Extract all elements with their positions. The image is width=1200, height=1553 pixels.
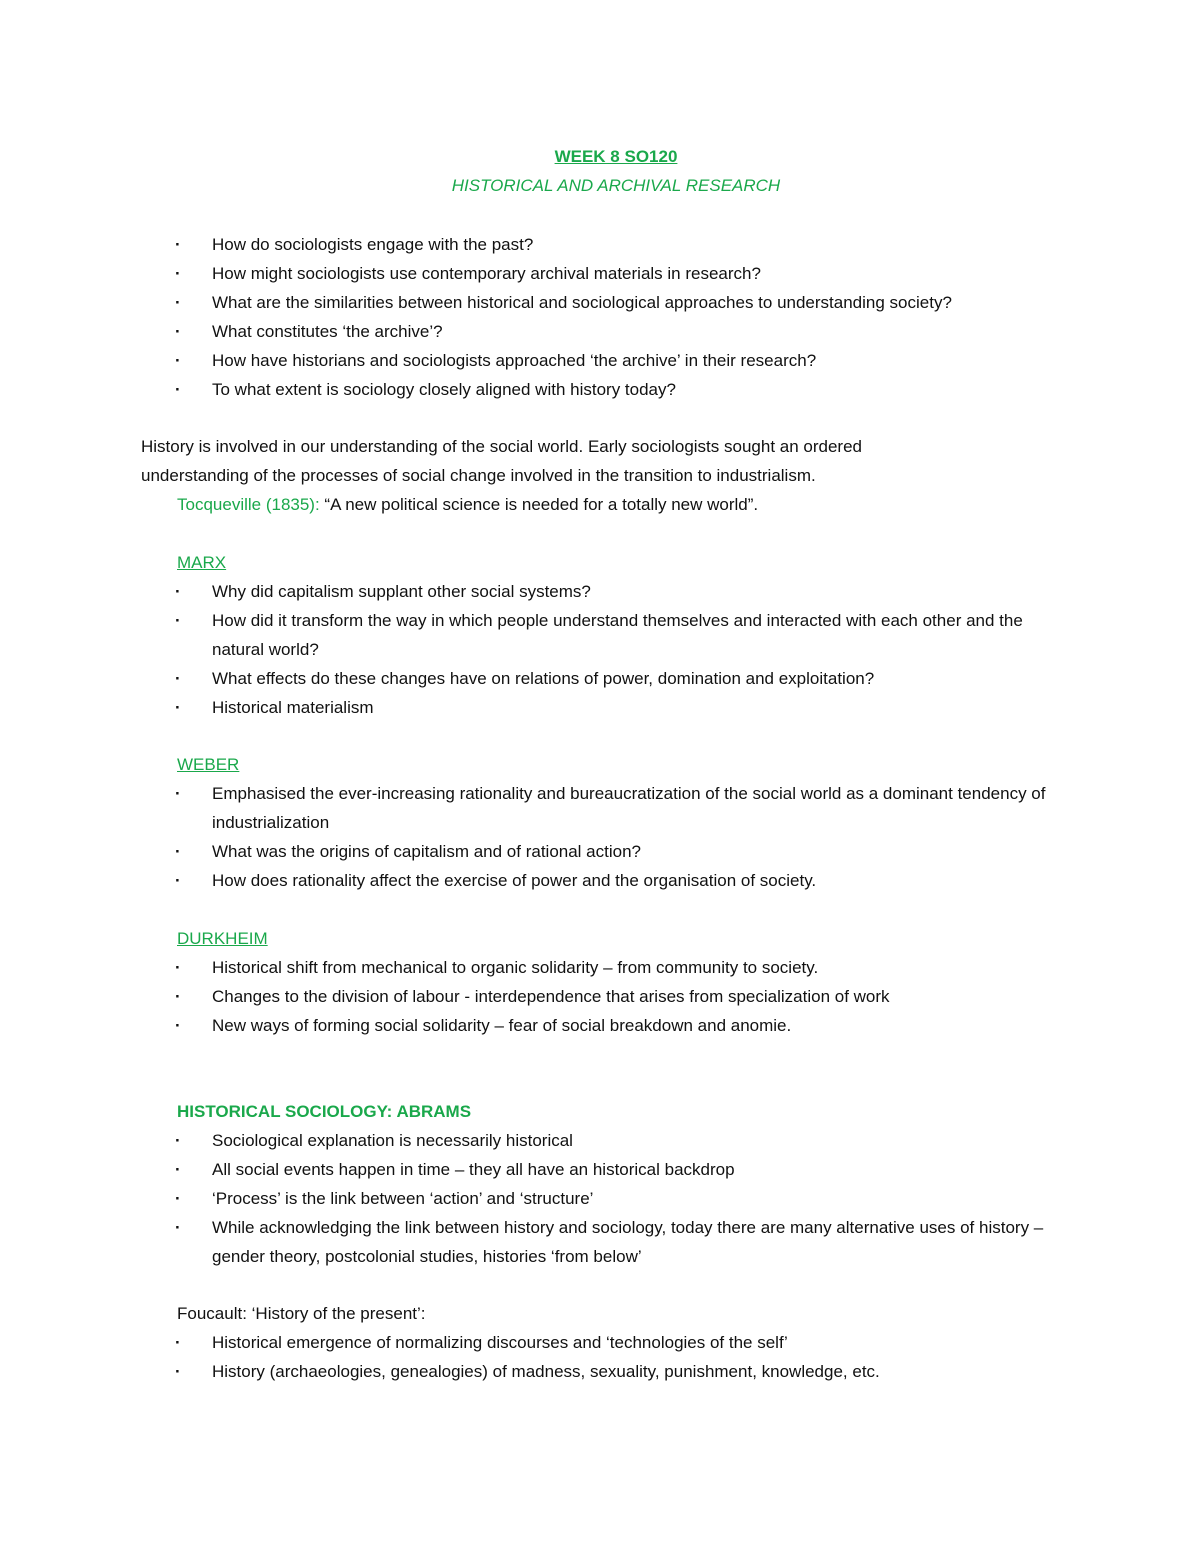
durkheim-heading: DURKHEIM: [177, 929, 268, 948]
list-item: · Historical materialism: [172, 693, 1072, 722]
list-item: · While acknowledging the link between history and sociology, today there are many alternative uses of history – gender theory, postcolonial studies, histories ‘from below’: [172, 1213, 1072, 1271]
list-item: · How did it transform the way in which people understand themselves and interacted with each other and the natural world?: [172, 606, 1072, 664]
foucault-list: [172, 1328, 1072, 1386]
list-item: · Emphasised the ever-increasing rationality and bureaucratization of the social world as a dominant tendency of industrialization: [172, 779, 1072, 837]
list-item: · History (archaeologies, genealogies) of madness, sexuality, punishment, knowledge, etc.: [172, 1357, 1072, 1386]
document-subtitle: HISTORICAL AND ARCHIVAL RESEARCH: [451, 176, 781, 195]
list-item: · Why did capitalism supplant other social systems?: [172, 577, 1072, 606]
list-item: · How do sociologists engage with the past?: [172, 230, 1072, 259]
list-item: · New ways of forming social solidarity – fear of social breakdown and anomie.: [172, 1011, 1072, 1040]
history-paragraph: History is involved in our understanding of the social world. Early sociologists sought an ordered understanding of the processes of social change involved in the transition to industrialism.: [141, 437, 862, 485]
intro-questions-list: [172, 230, 1072, 404]
list-item: · How might sociologists use contemporary archival materials in research?: [172, 259, 1072, 288]
abrams-list: [172, 1126, 1072, 1271]
list-item: · All social events happen in time – they all have an historical backdrop: [172, 1155, 1072, 1184]
foucault-heading: Foucault: ‘History of the present’:: [177, 1304, 426, 1323]
list-item: · What was the origins of capitalism and of rational action?: [172, 837, 1072, 866]
marx-heading: MARX: [177, 553, 227, 572]
list-item: · Sociological explanation is necessarily historical: [172, 1126, 1072, 1155]
list-item: · ‘Process’ is the link between ‘action’ and ‘structure’: [172, 1184, 1072, 1213]
weber-heading: WEBER: [177, 755, 240, 774]
list-item: · Changes to the division of labour - interdependence that arises from specialization of work: [172, 982, 1072, 1011]
list-item: · What are the similarities between historical and sociological approaches to understanding society?: [172, 288, 1072, 317]
list-item: · What constitutes ‘the archive’?: [172, 317, 1072, 346]
list-item: · How have historians and sociologists approached ‘the archive’ in their research?: [172, 346, 1072, 375]
abrams-heading: HISTORICAL SOCIOLOGY: ABRAMS: [177, 1102, 472, 1121]
durkheim-list: [172, 953, 1072, 1040]
list-item: · Historical shift from mechanical to organic solidarity – from community to society.: [172, 953, 1072, 982]
list-item: · Historical emergence of normalizing discourses and ‘technologies of the self’: [172, 1328, 1072, 1357]
tocqueville-quote: [177, 490, 1077, 519]
list-item: · What effects do these changes have on relations of power, domination and exploitation?: [172, 664, 1072, 693]
marx-list: [172, 577, 1072, 722]
quote-author: Tocqueville (1835):: [177, 495, 320, 514]
document-title: WEEK 8 SO120: [554, 147, 678, 166]
weber-list: [172, 779, 1072, 895]
quote-text: “A new political science is needed for a totally new world”.: [319, 495, 759, 514]
list-item: · To what extent is sociology closely aligned with history today?: [172, 375, 1072, 404]
list-item: · How does rationality affect the exercise of power and the organisation of society.: [172, 866, 1072, 895]
